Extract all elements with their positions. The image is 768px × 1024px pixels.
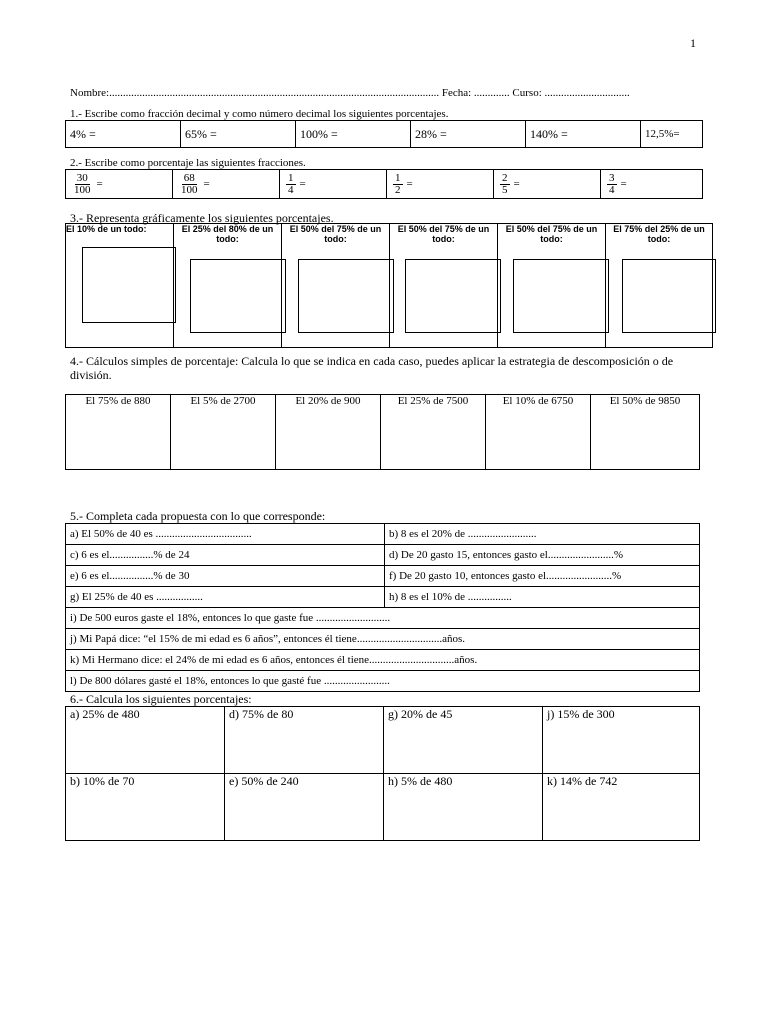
s2-cell[interactable]: $\frac{68}{100}$ = <box>173 170 280 199</box>
s2-cell[interactable]: $\frac{1}{2}$ = <box>387 170 494 199</box>
s5-item[interactable]: e) 6 es el................% de 30 <box>66 566 385 587</box>
drawing-square <box>622 259 716 333</box>
s1-cell[interactable]: 12,5%= <box>641 121 703 148</box>
section5-table <box>65 523 700 692</box>
s6-cell[interactable]: k) 14% de 742 <box>543 774 700 841</box>
s4-cell[interactable]: El 20% de 900 <box>276 395 381 470</box>
s3-cell[interactable]: El 50% del 75% de un todo: <box>282 224 390 348</box>
drawing-square <box>82 247 176 323</box>
section1-table <box>65 120 703 148</box>
s2-cell[interactable]: $\frac{2}{5}$ = <box>494 170 601 199</box>
s6-cell[interactable]: g) 20% de 45 <box>384 707 543 774</box>
fraction: $\frac{30}{100}$ <box>74 171 91 196</box>
fraction: $\frac{1}{4}$ <box>288 171 294 196</box>
s6-cell[interactable]: e) 50% de 240 <box>225 774 384 841</box>
s1-cell[interactable]: 100% = <box>296 121 411 148</box>
fraction: $\frac{68}{100}$ <box>181 171 198 196</box>
s2-cell[interactable]: $\frac{30}{100}$ = <box>66 170 173 199</box>
s5-item[interactable]: j) Mi Papá dice: “el 15% de mi edad es 6 años”, entonces él tiene...............................años. <box>66 629 700 650</box>
section4-title: 4.- Cálculos simples de porcentaje: Calcula lo que se indica en cada caso, puedes aplicar la estrategia de descomposición o de división. <box>70 354 674 382</box>
section3-title: 3.- Representa gráficamente los siguientes porcentajes. <box>70 211 334 225</box>
s2-cell[interactable]: $\frac{3}{4}$ = <box>601 170 703 199</box>
s6-cell[interactable]: h) 5% de 480 <box>384 774 543 841</box>
section1-title: 1.- Escribe como fracción decimal y como número decimal los siguientes porcentajes. <box>70 108 449 120</box>
s5-item[interactable]: d) De 20 gasto 15, entonces gasto el........................% <box>385 545 700 566</box>
s4-cell[interactable]: El 75% de 880 <box>66 395 171 470</box>
s6-cell[interactable]: j) 15% de 300 <box>543 707 700 774</box>
section6-title: 6.- Calcula los siguientes porcentajes: <box>70 692 252 706</box>
s3-cell[interactable]: El 50% del 75% de un todo: <box>390 224 498 348</box>
s5-item[interactable]: h) 8 es el 10% de ................ <box>385 587 700 608</box>
s4-cell[interactable]: El 25% de 7500 <box>381 395 486 470</box>
s5-item[interactable]: i) De 500 euros gaste el 18%, entonces lo que gaste fue ........................... <box>66 608 700 629</box>
s6-cell[interactable]: b) 10% de 70 <box>66 774 225 841</box>
s1-cell[interactable]: 65% = <box>181 121 296 148</box>
s5-item[interactable]: c) 6 es el................% de 24 <box>66 545 385 566</box>
drawing-square <box>405 259 501 333</box>
s1-cell[interactable]: 140% = <box>526 121 641 148</box>
page-number: 1 <box>690 36 696 50</box>
s3-cell[interactable]: El 10% de un todo: <box>66 224 174 348</box>
s2-cell[interactable]: $\frac{1}{4}$ = <box>280 170 387 199</box>
s5-item[interactable]: b) 8 es el 20% de ......................... <box>385 524 700 545</box>
s3-cell[interactable]: El 75% del 25% de un todo: <box>606 224 713 348</box>
section6-table <box>65 706 700 841</box>
s3-cell[interactable]: El 50% del 75% de un todo: <box>498 224 606 348</box>
section4-table <box>65 394 700 470</box>
drawing-square <box>513 259 609 333</box>
fraction: $\frac{3}{4}$ <box>609 171 615 196</box>
s5-item[interactable]: g) El 25% de 40 es ................. <box>66 587 385 608</box>
drawing-square <box>298 259 394 333</box>
section2-table <box>65 169 703 199</box>
s6-cell[interactable]: d) 75% de 80 <box>225 707 384 774</box>
drawing-square <box>190 259 286 333</box>
s6-cell[interactable]: a) 25% de 480 <box>66 707 225 774</box>
section5-title: 5.- Completa cada propuesta con lo que corresponde: <box>70 509 326 523</box>
s4-cell[interactable]: El 5% de 2700 <box>171 395 276 470</box>
s4-cell[interactable]: El 50% de 9850 <box>591 395 700 470</box>
s4-cell[interactable]: El 10% de 6750 <box>486 395 591 470</box>
fraction: $\frac{1}{2}$ <box>395 171 401 196</box>
s5-item[interactable]: a) El 50% de 40 es ................................... <box>66 524 385 545</box>
section2-title: 2.- Escribe como porcentaje las siguientes fracciones. <box>70 157 306 169</box>
s1-cell[interactable]: 28% = <box>411 121 526 148</box>
s5-item[interactable]: l) De 800 dólares gasté el 18%, entonces lo que gasté fue ........................ <box>66 671 700 692</box>
s5-item[interactable]: k) Mi Hermano dice: el 24% de mi edad es 6 años, entonces él tiene...............................años. <box>66 650 700 671</box>
s5-item[interactable]: f) De 20 gasto 10, entonces gasto el........................% <box>385 566 700 587</box>
student-info-line: Nombre:........................................................................................................................ Fecha: ............. Curso: ............................... <box>70 87 630 99</box>
s1-cell[interactable]: 4% = <box>66 121 181 148</box>
fraction: $\frac{2}{5}$ <box>502 171 508 196</box>
s3-cell[interactable]: El 25% del 80% de un todo: <box>174 224 282 348</box>
